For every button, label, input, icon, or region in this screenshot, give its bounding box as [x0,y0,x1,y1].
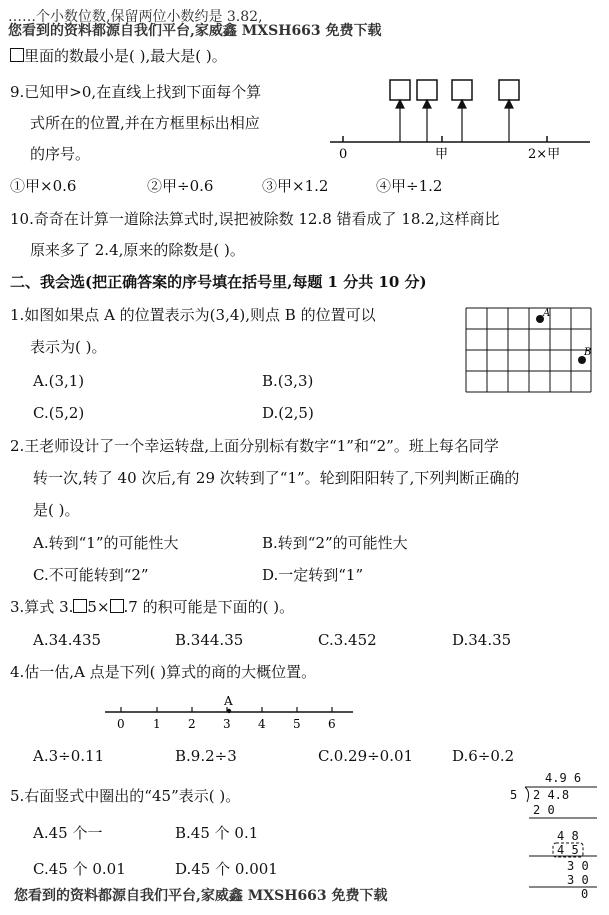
q10-line2: 原来多了 2.4,原来的除数是( )。 [30,241,245,259]
q9-line1: 9.已知甲>0,在直线上找到下面每个算 [10,83,262,101]
s5-option-b: B.45 个 0.1 [175,824,259,842]
q9-option-1: ①甲×0.6 [10,177,77,195]
division-row-circled: 4 5 [557,843,579,857]
s1-option-b: B.(3,3) [262,372,314,390]
division-quotient: 4.9 6 [545,771,582,785]
s2-option-a: A.转到“1”的可能性大 [33,534,179,552]
blank-square-icon [10,48,24,62]
tick-label-3: 3 [223,717,231,731]
tick-label-6: 6 [328,717,336,731]
s3-option-b: B.344.35 [175,631,244,649]
q9-line3: 的序号。 [30,145,91,163]
blank-square-icon [73,599,87,613]
watermark-top: 您看到的资料都源自我们平台,家威鑫 MXSH663 免费下载 [8,23,382,39]
q9-number-line-diagram [325,78,595,168]
s4-option-b: B.9.2÷3 [175,747,237,765]
tick-label-1: 1 [153,717,161,731]
s3-option-c: C.3.452 [318,631,377,649]
section-heading: 二、我会选(把正确答案的序号填在括号里,每题 1 分共 10 分) [10,273,427,291]
tick-label-0: 0 [117,717,125,731]
axis-label-jia: 甲 [435,147,449,162]
axis-label-2jia: 2×甲 [528,147,561,162]
axis-label-0: 0 [339,147,348,162]
s5-line1: 5.右面竖式中圈出的“45”表示( )。 [10,787,241,805]
s1-option-a: A.(3,1) [33,372,85,390]
q9-option-3: ③甲×1.2 [262,177,329,195]
point-a-marker [227,709,231,713]
s2-line3: 是( )。 [33,501,80,519]
s4-option-c: C.0.29÷0.01 [318,747,414,765]
point-b-label: B [584,347,592,358]
q9-option-4: ④甲÷1.2 [376,177,443,195]
q9-line2: 式所在的位置,并在方框里标出相应 [30,114,260,132]
point-a-label: A [224,694,233,708]
tick-label-4: 4 [258,717,266,731]
s1-option-d: D.(2,5) [262,404,314,422]
blank-square-icon [110,599,124,613]
s3-line1: 3.算式 3. 5× .7 的积可能是下面的( )。 [10,598,295,616]
division-dividend: 2 4.8 [533,788,570,802]
s2-line1: 2.王老师设计了一个幸运转盘,上面分别标有数字“1”和“2”。班上每名同学 [10,437,499,455]
tick-label-2: 2 [188,717,196,731]
top-overlap-text: ……个小数位数,保留两位小数约是 3.82, [8,9,263,25]
s2-option-b: B.转到“2”的可能性大 [262,534,408,552]
tick-label-5: 5 [293,717,301,731]
answer-box-4 [499,80,519,100]
s1-line2: 表示为( )。 [30,338,107,356]
answer-box-1 [390,80,410,100]
s3-option-d: D.34.35 [452,631,512,649]
division-row: 2 0 [533,803,555,817]
answer-box-2 [417,80,437,100]
division-row: 3 0 [567,859,589,873]
s5-option-c: C.45 个 0.01 [33,860,126,878]
s4-number-line [105,694,355,734]
answer-box-3 [452,80,472,100]
s4-option-a: A.3÷0.11 [33,747,105,765]
s2-option-c: C.不可能转到“2” [33,566,149,584]
s5-option-a: A.45 个一 [33,824,103,842]
s4-line1: 4.估一估,A 点是下列( )算式的商的大概位置。 [10,663,317,681]
s5-option-d: D.45 个 0.001 [175,860,278,878]
coordinate-grid [466,308,598,394]
division-row: 3 0 [567,873,589,887]
s4-option-d: D.6÷0.2 [452,747,515,765]
q10-line1: 10.奇奇在计算一道除法算式时,误把被除数 12.8 错看成了 18.2,这样商比 [10,210,500,228]
s2-line2: 转一次,转了 40 次后,有 29 次转到了“1”。轮到阳阳转了,下列判断正确的 [33,469,520,487]
s1-option-c: C.(5,2) [33,404,85,422]
s3-option-a: A.34.435 [33,631,102,649]
division-divisor: 5 [510,788,518,802]
s2-option-d: D.一定转到“1” [262,566,364,584]
point-a-label: A [543,308,551,319]
division-row: 4 8 [557,829,579,843]
q8-line2: 里面的数最小是( ),最大是( )。 [10,46,227,66]
s1-line1: 1.如图如果点 A 的位置表示为(3,4),则点 B 的位置可以 [10,306,376,324]
long-division [505,770,601,901]
division-row: 0 [581,887,589,901]
watermark-bottom: 您看到的资料都源自我们平台,家威鑫 MXSH663 免费下载 [14,888,388,904]
q9-option-2: ②甲÷0.6 [147,177,214,195]
